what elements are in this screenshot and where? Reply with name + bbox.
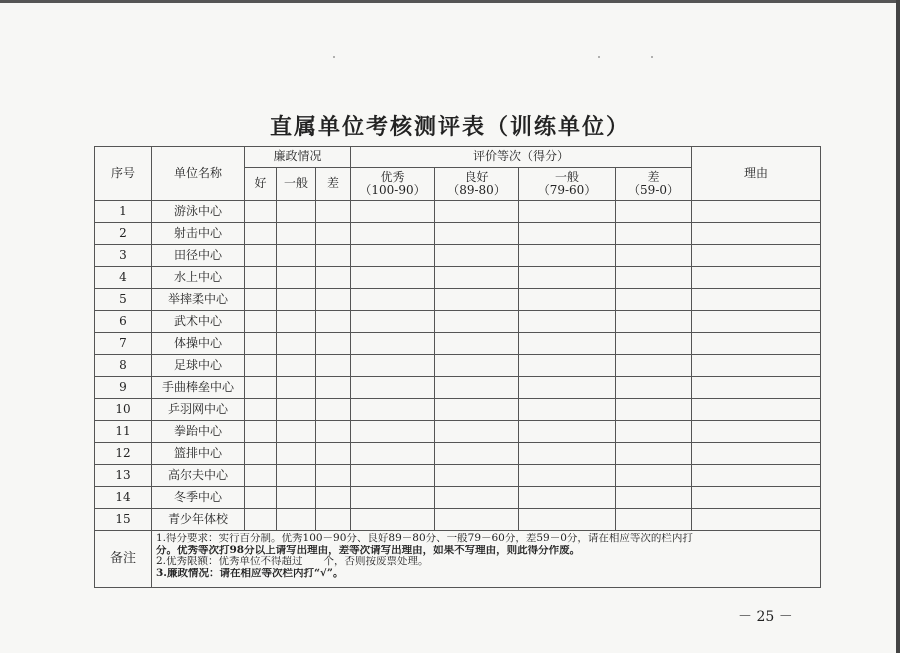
page-number: － 25 －: [738, 609, 793, 625]
good-score-cell[interactable]: [435, 509, 519, 531]
integrity-poor-cell[interactable]: [316, 487, 351, 509]
integrity-poor-cell[interactable]: [316, 509, 351, 531]
remarks-line-3: 2.优秀限额：优秀单位不得超过 个，否则按废票处理。: [156, 556, 429, 568]
excellent-score-cell[interactable]: [351, 443, 435, 465]
table-row: [95, 311, 821, 333]
poor-score-cell[interactable]: [616, 443, 692, 465]
integrity-poor-cell[interactable]: [316, 355, 351, 377]
excellent-score-cell[interactable]: [351, 289, 435, 311]
row-number: 11: [95, 421, 152, 443]
table-row: [95, 377, 821, 399]
reason-cell[interactable]: [692, 245, 821, 267]
table-row: [95, 421, 821, 443]
table-row: [95, 399, 821, 421]
good-score-cell[interactable]: [435, 355, 519, 377]
integrity-good-cell[interactable]: [245, 333, 277, 355]
unit-name: 高尔夫中心: [152, 465, 245, 487]
reason-cell[interactable]: [692, 333, 821, 355]
integrity-average-cell[interactable]: [277, 465, 316, 487]
integrity-average-cell[interactable]: [277, 289, 316, 311]
integrity-average-cell[interactable]: [277, 333, 316, 355]
integrity-poor-cell[interactable]: [316, 399, 351, 421]
table-body: [95, 201, 821, 531]
unit-name: 拳跆中心: [152, 421, 245, 443]
header-average-label: 一般: [555, 169, 580, 184]
table-row: [95, 355, 821, 377]
poor-score-cell[interactable]: [616, 377, 692, 399]
integrity-average-cell[interactable]: [277, 311, 316, 333]
integrity-average-cell[interactable]: [277, 509, 316, 531]
excellent-score-cell[interactable]: [351, 399, 435, 421]
scan-edge-right: [896, 0, 900, 653]
average-score-cell[interactable]: [519, 201, 616, 223]
integrity-good-cell[interactable]: [245, 465, 277, 487]
poor-score-cell[interactable]: [616, 487, 692, 509]
row-number: 6: [95, 311, 152, 333]
good-score-cell[interactable]: [435, 421, 519, 443]
good-score-cell[interactable]: [435, 465, 519, 487]
reason-cell[interactable]: [692, 201, 821, 223]
header-good-range: （89-80）: [447, 183, 506, 197]
unit-name: 青少年体校: [152, 509, 245, 531]
integrity-good-cell[interactable]: [245, 245, 277, 267]
integrity-good-cell[interactable]: [245, 355, 277, 377]
integrity-poor-cell[interactable]: [316, 377, 351, 399]
excellent-score-cell[interactable]: [351, 201, 435, 223]
reason-cell[interactable]: [692, 509, 821, 531]
row-number: 14: [95, 487, 152, 509]
unit-name: 田径中心: [152, 245, 245, 267]
poor-score-cell[interactable]: [616, 223, 692, 245]
row-number: 2: [95, 223, 152, 245]
integrity-average-cell[interactable]: [277, 421, 316, 443]
integrity-poor-cell[interactable]: [316, 311, 351, 333]
header-poor-range: （59-0）: [628, 183, 680, 197]
good-score-cell[interactable]: [435, 289, 519, 311]
header-average: [519, 168, 616, 201]
reason-cell[interactable]: [692, 399, 821, 421]
good-score-cell[interactable]: [435, 201, 519, 223]
integrity-good-cell[interactable]: [245, 223, 277, 245]
row-number: 4: [95, 267, 152, 289]
table-row: [95, 245, 821, 267]
scan-speck: [598, 56, 600, 58]
excellent-score-cell[interactable]: [351, 333, 435, 355]
reason-cell[interactable]: [692, 289, 821, 311]
integrity-poor-cell[interactable]: [316, 465, 351, 487]
table-row: [95, 333, 821, 355]
integrity-poor-cell[interactable]: [316, 201, 351, 223]
integrity-average-cell[interactable]: [277, 223, 316, 245]
header-excellent-label: 优秀: [380, 169, 405, 184]
poor-score-cell[interactable]: [616, 289, 692, 311]
unit-name: 篮排中心: [152, 443, 245, 465]
reason-cell[interactable]: [692, 311, 821, 333]
integrity-good-cell[interactable]: [245, 267, 277, 289]
unit-name: 水上中心: [152, 267, 245, 289]
header-poor: [616, 168, 692, 201]
table-row: [95, 465, 821, 487]
excellent-score-cell[interactable]: [351, 355, 435, 377]
integrity-good-cell[interactable]: [245, 201, 277, 223]
average-score-cell[interactable]: [519, 311, 616, 333]
good-score-cell[interactable]: [435, 267, 519, 289]
unit-name: 武术中心: [152, 311, 245, 333]
average-score-cell[interactable]: [519, 443, 616, 465]
excellent-score-cell[interactable]: [351, 245, 435, 267]
integrity-average-cell[interactable]: [277, 267, 316, 289]
unit-name: 体操中心: [152, 333, 245, 355]
poor-score-cell[interactable]: [616, 355, 692, 377]
integrity-good-cell[interactable]: [245, 377, 277, 399]
poor-score-cell[interactable]: [616, 245, 692, 267]
table-row: [95, 201, 821, 223]
evaluation-table: [94, 146, 821, 588]
good-score-cell[interactable]: [435, 311, 519, 333]
row-number: 1: [95, 201, 152, 223]
average-score-cell[interactable]: [519, 355, 616, 377]
average-score-cell[interactable]: [519, 245, 616, 267]
table-row: [95, 487, 821, 509]
excellent-score-cell[interactable]: [351, 267, 435, 289]
table-row: [95, 289, 821, 311]
integrity-good-cell[interactable]: [245, 443, 277, 465]
poor-score-cell[interactable]: [616, 421, 692, 443]
excellent-score-cell[interactable]: [351, 509, 435, 531]
average-score-cell[interactable]: [519, 267, 616, 289]
good-score-cell[interactable]: [435, 223, 519, 245]
good-score-cell[interactable]: [435, 377, 519, 399]
integrity-average-cell[interactable]: [277, 487, 316, 509]
integrity-poor-cell[interactable]: [316, 267, 351, 289]
table-row: [95, 443, 821, 465]
average-score-cell[interactable]: [519, 421, 616, 443]
excellent-score-cell[interactable]: [351, 465, 435, 487]
reason-cell[interactable]: [692, 267, 821, 289]
header-good-label: 良好: [464, 169, 489, 184]
excellent-score-cell[interactable]: [351, 421, 435, 443]
unit-name: 射击中心: [152, 223, 245, 245]
average-score-cell[interactable]: [519, 399, 616, 421]
header-integrity: 廉政情况: [245, 147, 351, 168]
integrity-poor-cell[interactable]: [316, 421, 351, 443]
integrity-poor-cell[interactable]: [316, 443, 351, 465]
good-score-cell[interactable]: [435, 399, 519, 421]
scan-speck: [333, 56, 335, 58]
integrity-average-cell[interactable]: [277, 245, 316, 267]
scan-edge-top: [0, 0, 900, 3]
average-score-cell[interactable]: [519, 465, 616, 487]
integrity-average-cell[interactable]: [277, 355, 316, 377]
scan-speck: [651, 56, 653, 58]
remarks-text: [152, 531, 821, 588]
remarks-line-2: 分。优秀等次打98分以上请写出理由，差等次请写出理由，如果不写理由，则此得分作废。: [156, 544, 581, 556]
remarks-line-4: 3.廉政情况：请在相应等次栏内打“√”。: [156, 567, 344, 579]
header-reason: 理由: [692, 147, 821, 201]
unit-name: 足球中心: [152, 355, 245, 377]
good-score-cell[interactable]: [435, 443, 519, 465]
reason-cell[interactable]: [692, 443, 821, 465]
header-average-range: （79-60）: [537, 183, 597, 197]
reason-cell[interactable]: [692, 223, 821, 245]
integrity-good-cell[interactable]: [245, 399, 277, 421]
integrity-good-cell[interactable]: [245, 487, 277, 509]
row-number: 3: [95, 245, 152, 267]
good-score-cell[interactable]: [435, 333, 519, 355]
unit-name: 冬季中心: [152, 487, 245, 509]
integrity-average-cell[interactable]: [277, 377, 316, 399]
average-score-cell[interactable]: [519, 377, 616, 399]
reason-cell[interactable]: [692, 465, 821, 487]
reason-cell[interactable]: [692, 355, 821, 377]
integrity-average-cell[interactable]: [277, 443, 316, 465]
table-row: [95, 509, 821, 531]
unit-name: 举摔柔中心: [152, 289, 245, 311]
good-score-cell[interactable]: [435, 245, 519, 267]
header-seq: 序号: [95, 147, 152, 201]
average-score-cell[interactable]: [519, 333, 616, 355]
table-row: [95, 267, 821, 289]
poor-score-cell[interactable]: [616, 311, 692, 333]
remarks-label: 备注: [95, 531, 152, 588]
excellent-score-cell[interactable]: [351, 311, 435, 333]
row-number: 13: [95, 465, 152, 487]
integrity-average-cell[interactable]: [277, 201, 316, 223]
reason-cell[interactable]: [692, 377, 821, 399]
table-row: [95, 223, 821, 245]
page-title: 直属单位考核测评表（训练单位）: [269, 114, 630, 140]
average-score-cell[interactable]: [519, 223, 616, 245]
excellent-score-cell[interactable]: [351, 487, 435, 509]
header-unit-name: 单位名称: [152, 147, 245, 201]
average-score-cell[interactable]: [519, 487, 616, 509]
header-integrity-poor: 差: [316, 168, 351, 201]
good-score-cell[interactable]: [435, 487, 519, 509]
integrity-good-cell[interactable]: [245, 509, 277, 531]
integrity-good-cell[interactable]: [245, 311, 277, 333]
header-excellent: [351, 168, 435, 201]
poor-score-cell[interactable]: [616, 465, 692, 487]
reason-cell[interactable]: [692, 487, 821, 509]
row-number: 15: [95, 509, 152, 531]
poor-score-cell[interactable]: [616, 399, 692, 421]
excellent-score-cell[interactable]: [351, 377, 435, 399]
unit-name: 乒羽网中心: [152, 399, 245, 421]
average-score-cell[interactable]: [519, 509, 616, 531]
remarks-line-1: 1.得分要求：实行百分制。优秀100－90分、良好89－80分、一般79－60分，差59－0分，请在相应等次的栏内打: [156, 533, 693, 544]
unit-name: 游泳中心: [152, 201, 245, 223]
integrity-poor-cell[interactable]: [316, 333, 351, 355]
header-integrity-average: 一般: [277, 168, 316, 201]
remarks-row: [95, 531, 821, 588]
unit-name: 手曲棒垒中心: [152, 377, 245, 399]
reason-cell[interactable]: [692, 421, 821, 443]
row-number: 5: [95, 289, 152, 311]
integrity-poor-cell[interactable]: [316, 223, 351, 245]
row-number: 9: [95, 377, 152, 399]
header-evaluation: 评价等次（得分）: [351, 147, 692, 168]
poor-score-cell[interactable]: [616, 333, 692, 355]
integrity-poor-cell[interactable]: [316, 245, 351, 267]
row-number: 12: [95, 443, 152, 465]
poor-score-cell[interactable]: [616, 267, 692, 289]
header-excellent-range: （100-90）: [359, 183, 426, 197]
header-good: [435, 168, 519, 201]
integrity-good-cell[interactable]: [245, 421, 277, 443]
poor-score-cell[interactable]: [616, 509, 692, 531]
average-score-cell[interactable]: [519, 289, 616, 311]
row-number: 8: [95, 355, 152, 377]
header-poor-label: 差: [647, 169, 660, 184]
row-number: 7: [95, 333, 152, 355]
header-integrity-good: 好: [245, 168, 277, 201]
integrity-good-cell[interactable]: [245, 289, 277, 311]
excellent-score-cell[interactable]: [351, 223, 435, 245]
integrity-average-cell[interactable]: [277, 399, 316, 421]
row-number: 10: [95, 399, 152, 421]
poor-score-cell[interactable]: [616, 201, 692, 223]
integrity-poor-cell[interactable]: [316, 289, 351, 311]
